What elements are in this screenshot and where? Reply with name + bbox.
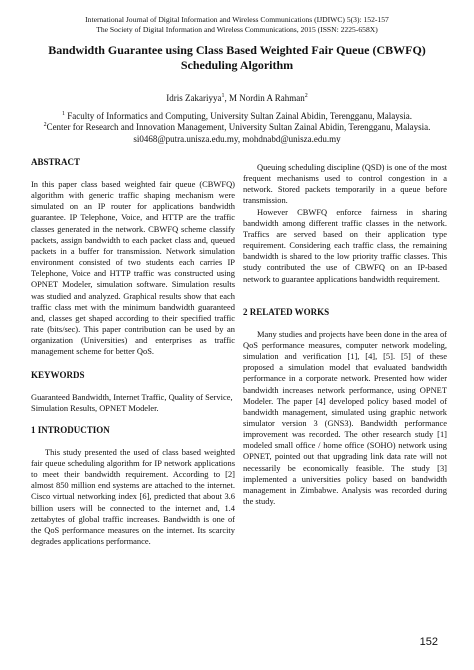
author-affiliation-mark: 1 [221,93,225,99]
affiliation-2 [36,122,438,133]
author-separator: , [224,93,229,103]
related-works-heading: 2 RELATED WORKS [243,306,330,317]
abstract-heading: ABSTRACT [31,157,81,167]
affiliation-mark: 1 [62,111,66,117]
paper-title [20,43,454,73]
author-name: M Nordin A Rahman [228,93,305,103]
affiliation-1 [36,111,438,122]
related-works-text: Many studies and projects have been done in the area of QoS performance measures, computer network modeling, simulation and verification [1], [4], [5]. [5] of these proposed a simulation model that evaluated bandwidth performance in a corporate network. Presented how wider bandwidth increases network performance, using OPNET Modeler. The paper [4] developed policy based model of bandwidth management, simulated using graphic network simulator version 3 (GNS3). Bandwidth performance improvement was recorded. The other research study [1] modeled small office / home office (SOHO) network using OPNET, pointed out that upgrading link data rate will not necessarily be economically feasible. The study [3] implemented a universities policy based on bandwidth management in Zimbabwe. Analysis was recorded during the study. [243,328,447,507]
intro-paragraph-cbwfq: However CBWFQ enforce fairness in sharing bandwidth among different traffic classes in the network. Traffics are served based on their application type requirement. Considering each traffic class, the remaining bandwidth is shared to the low priority traffic classes. This study contributed the use of CBWFQ on an IP-based network to guarantee applications bandwidth requirement. [243,206,447,284]
author-affiliation-mark: 2 [304,93,308,99]
keywords-text: Guaranteed Bandwidth, Internet Traffic, Quality of Service, Simulation Results, OPNET Modeler. [31,391,233,413]
left-column [31,157,235,547]
introduction-text: This study presented the used of class based weighted fair queue scheduling algorithm for IP network applications to meet their bandwidth requirement. According to [2] almost 850 million end systems are attached to the internet. Cisco virtual networking index [6], predicted that about 3.6 billion users will be connected to the internet and, 1.4 zettabytes of global traffic increases. Bandwidth is one of the QoS performance measures on the internet. Its scarcity degrades applications performance. [31,446,235,547]
title-line2: Scheduling Algorithm [180,58,294,72]
intro-paragraph-qsd: Queuing scheduling discipline (QSD) is one of the most frequent mechanisms used to control congestion in a network. Stored packets temporarily in a queue before transmission. [243,162,447,206]
author-list [20,93,454,104]
author-emails: si0468@putra.unisza.edu.my, mohdnabd@unisza.edu.my [133,133,341,144]
affiliation-mark: 2 [43,122,47,129]
journal-header-line2: The Society of Digital Information and Wireless Communications, 2015 (ISSN: 2225-658X) [96,25,378,34]
affiliation-text: Center for Research and Innovation Management, University Sultan Zainal Abidin, Terengganu, Malaysia. [46,122,431,133]
page-number: 152 [419,636,438,648]
abstract-text: In this paper class based weighted fair queue (CBWFQ) algorithm with generic traffic shaping mechanism were simulated on an IP router for applications bandwidth guarantee. IP Telephone, Voice, and HTTP are the traffic classes generated in the network. CBWFQ scheme classify packets, assign bandwidth to each packet class and, queued packets in a buffer for transmission. Network simulation environment consisted of two students each carries IP Telephone, Voice and HTTP traffic was constructed using OPNET Modeler, simulation software. Simulation results was studied and analyzed. Graphical results show that each traffic class met with the minimum bandwidth guaranteed and, classes get shaped according to their specified traffic rate (bits/sec). This paper contribution can be used by an organization (Universities) and enterprises as traffic management scheme for better QoS. [31,179,235,357]
title-line1: Bandwidth Guarantee using Class Based Weighted Fair Queue (CBWFQ) [48,43,426,57]
author-name: Idris Zakariyya [166,93,222,103]
affiliations [36,111,438,145]
right-column [243,162,447,507]
introduction-heading: 1 INTRODUCTION [31,424,110,435]
journal-header-line1: International Journal of Digital Information and Wireless Communications (IJDIWC) 5(3): 152-157 [85,15,389,24]
affiliation-text: Faculty of Informatics and Computing, University Sultan Zainal Abidin, Terengganu, Malaysia. [65,111,412,121]
keywords-heading: KEYWORDS [31,369,85,380]
